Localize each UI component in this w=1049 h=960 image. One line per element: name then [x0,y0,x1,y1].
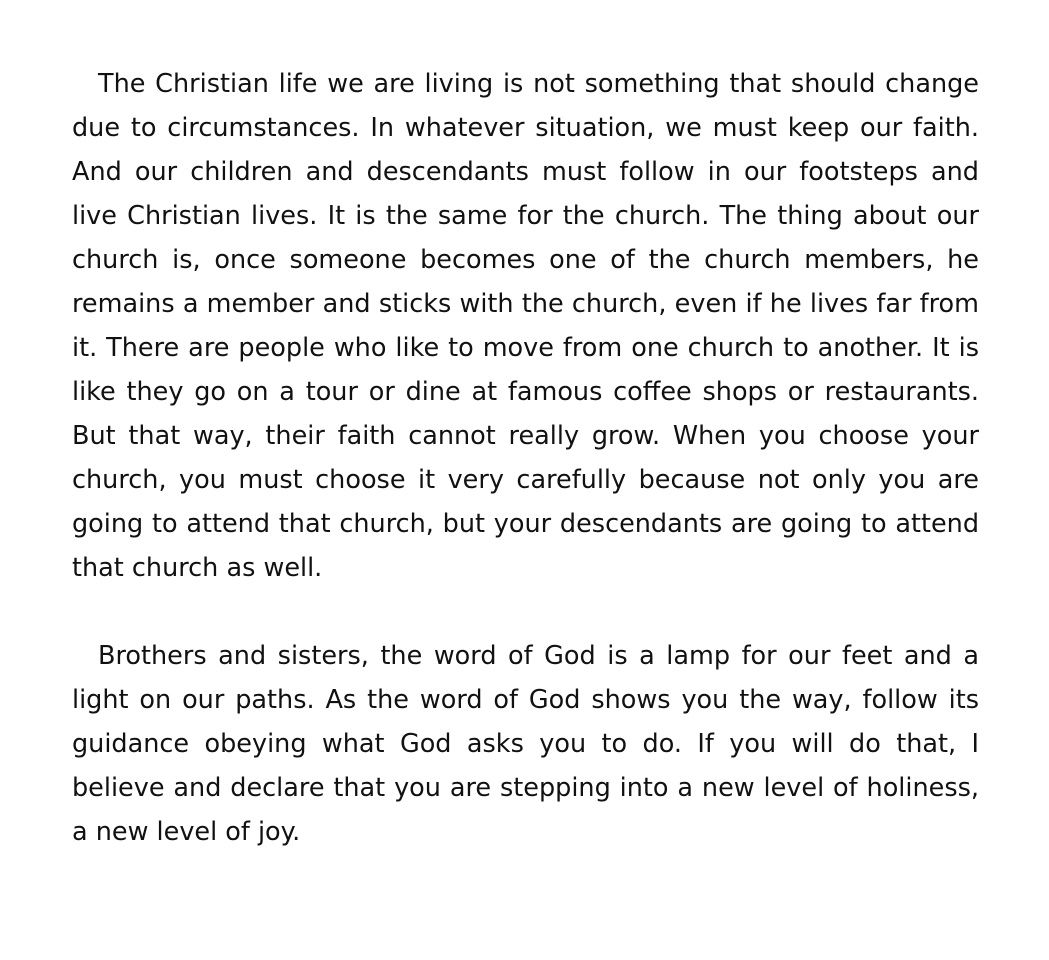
document-body [72,62,979,854]
paragraph-1: The Christian life we are living is not something that should change due to circumstances. In whatever situation, we must keep our faith. And our children and descendants must follow in our footsteps and live Christian lives. It is the same for the church. The thing about our church is, once someone becomes one of the church members, he remains a member and sticks with the church, even if he lives far from it. There are people who like to move from one church to another. It is like they go on a tour or dine at famous coffee shops or restaurants. But that way, their faith cannot really grow. When you choose your church, you must choose it very carefully because not only you are going to attend that church, but your descendants are going to attend that church as well. [72,69,979,583]
paragraph-2: Brothers and sisters, the word of God is a lamp for our feet and a light on our paths. As the word of God shows you the way, follow its guidance obeying what God asks you to do. If you will do that, I believe and declare that you are stepping into a new level of holiness, a new level of joy. [72,641,979,847]
